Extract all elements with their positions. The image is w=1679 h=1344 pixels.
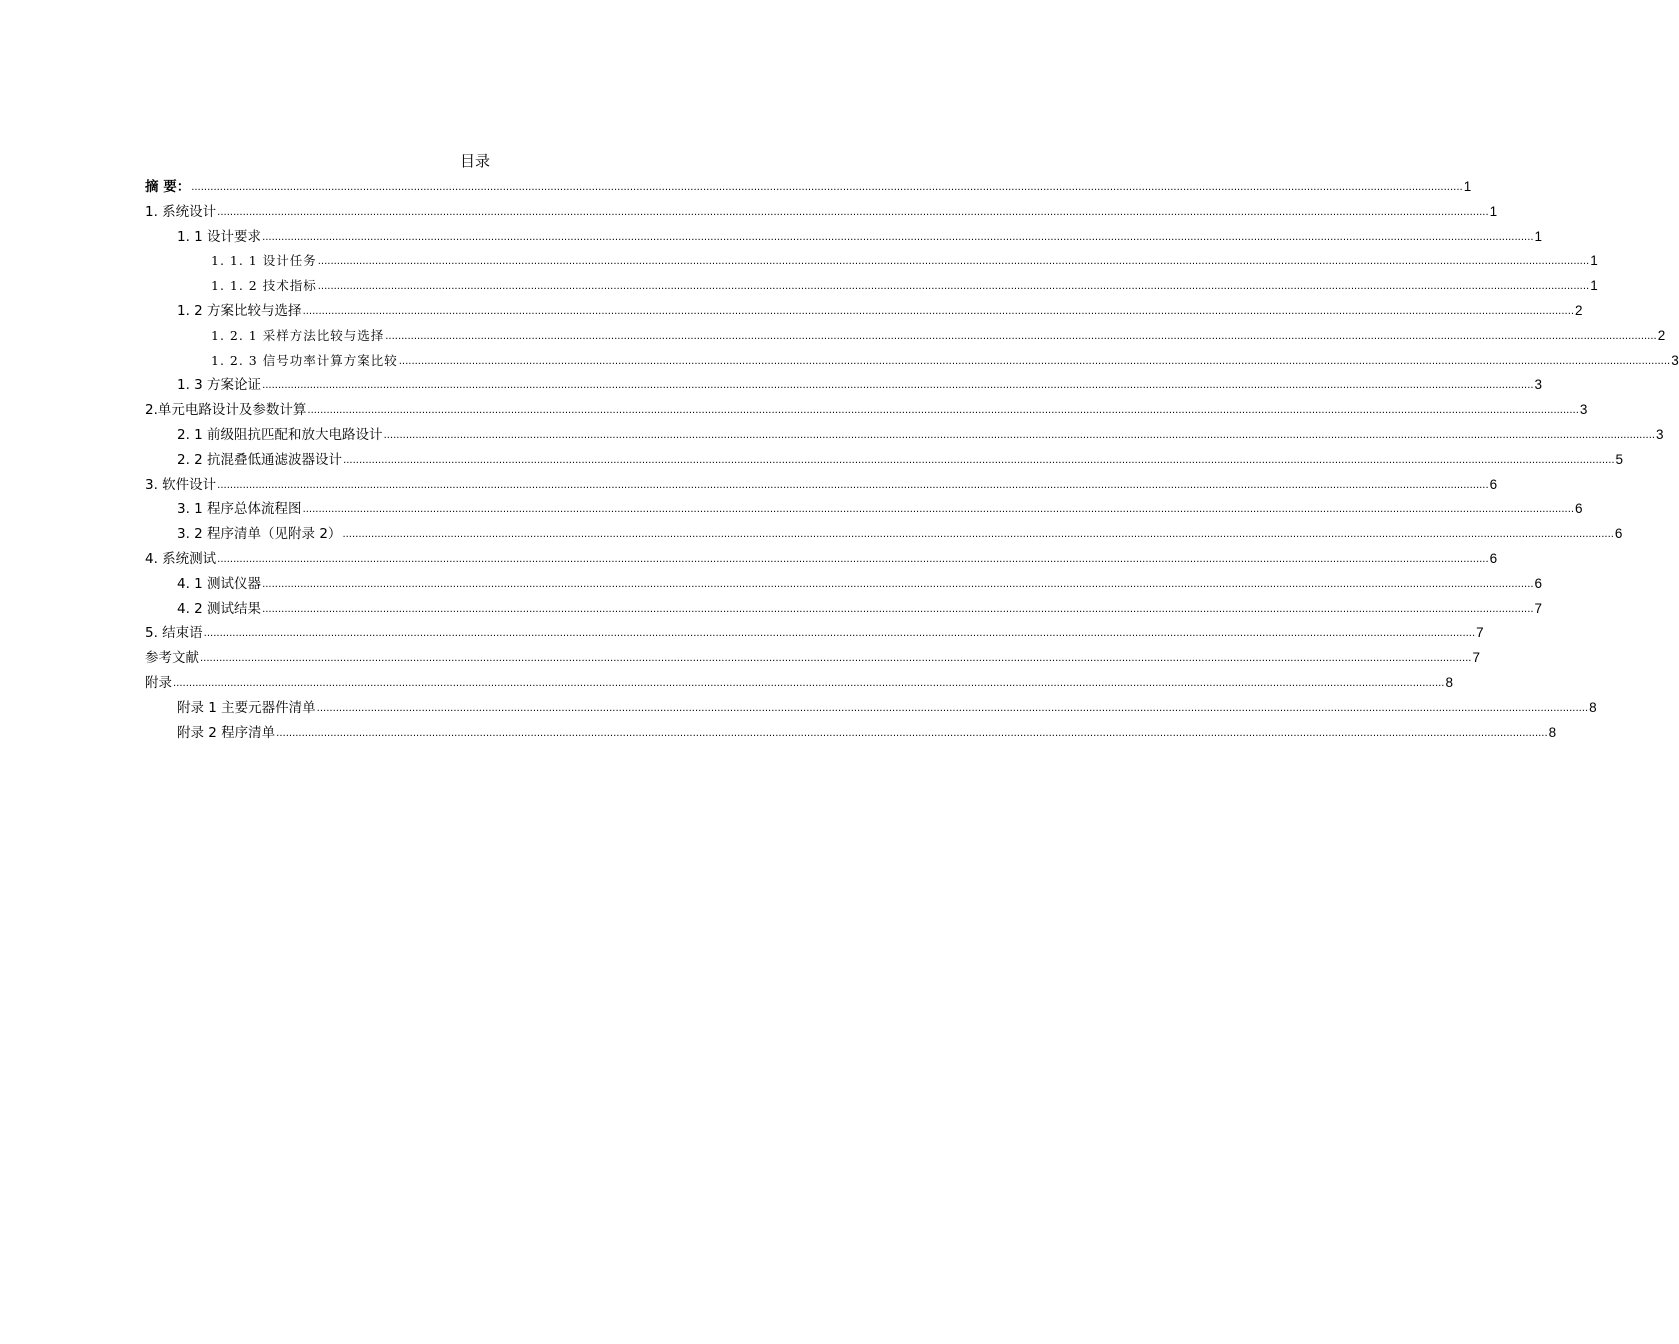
- toc-dot-leader: ................................................................................................................................................................................................................................................................................................................................................................................................................: [217, 479, 1489, 491]
- toc-title: 目录: [459, 152, 490, 170]
- toc-entry-label: 2.单元电路设计及参数计算: [145, 402, 307, 419]
- toc-entry-label: 附录 1 主要元器件清单: [177, 699, 316, 716]
- toc-entry-label: 附录 2 程序清单: [177, 724, 276, 741]
- toc-dot-leader: ................................................................................................................................................................................................................................................................................................................................................................................................................: [383, 429, 1656, 441]
- toc-dot-leader: ................................................................................................................................................................................................................................................................................................................................................................................................................: [262, 380, 1534, 392]
- toc-entry-page-number: 5: [1615, 451, 1624, 467]
- toc-entry[interactable]: [145, 597, 1543, 622]
- toc-entry-label: 1. 1 设计要求: [177, 228, 262, 245]
- toc-entry-page-number: 6: [1575, 501, 1583, 517]
- toc-entry-page-number: 6: [1534, 575, 1543, 591]
- toc-entry[interactable]: [145, 299, 1583, 324]
- toc-entry[interactable]: [145, 522, 1623, 547]
- toc-entry-label: 3. 2 程序清单（见附录 2）: [177, 526, 342, 543]
- toc-entry-page-number: 7: [1534, 600, 1543, 616]
- toc-entry-page-number: 8: [1589, 699, 1597, 715]
- toc-entry-page-number: 6: [1489, 550, 1498, 566]
- toc-entry-label: 1. 系统设计: [145, 203, 217, 220]
- toc-entry-label: 3. 1 程序总体流程图: [177, 501, 302, 518]
- toc-entry[interactable]: [145, 448, 1624, 473]
- toc-dot-leader: ................................................................................................................................................................................................................................................................................................................................................................................................................: [173, 677, 1445, 689]
- toc-entry[interactable]: [145, 646, 1480, 671]
- toc-entry-label: 1. 2 方案比较与选择: [177, 302, 302, 319]
- toc-dot-leader: ................................................................................................................................................................................................................................................................................................................................................................................................................: [317, 281, 1590, 293]
- toc-entry-label: 3. 软件设计: [145, 476, 217, 493]
- toc-entry[interactable]: [145, 621, 1484, 646]
- toc-entry-label: 1. 3 方案论证: [177, 377, 262, 394]
- toc-entry[interactable]: [145, 324, 1666, 349]
- toc-dot-leader: ................................................................................................................................................................................................................................................................................................................................................................................................................: [342, 529, 1614, 541]
- toc-entry-label: 4. 1 测试仪器: [177, 575, 262, 592]
- toc-entry-page-number: 7: [1476, 625, 1484, 641]
- toc-entry-page-number: 1: [1463, 179, 1472, 194]
- toc-entry-page-number: 2: [1575, 302, 1583, 318]
- toc-entry-page-number: 1: [1489, 203, 1498, 219]
- toc-entry-label: 4. 2 测试结果: [177, 600, 262, 617]
- toc-dot-leader: ................................................................................................................................................................................................................................................................................................................................................................................................................: [262, 231, 1534, 243]
- toc-entry-page-number: 1: [1590, 253, 1598, 269]
- toc-dot-leader: ................................................................................................................................................................................................................................................................................................................................................................................................................: [385, 330, 1657, 342]
- toc-entry-page-number: 1: [1590, 278, 1598, 294]
- toc-entry[interactable]: [145, 696, 1597, 721]
- toc-dot-leader: ................................................................................................................................................................................................................................................................................................................................................................................................................: [316, 702, 1589, 714]
- toc-entry-label: 1. 1. 2 技术指标: [211, 278, 317, 294]
- toc-entry-page-number: 3: [1656, 426, 1664, 442]
- toc-entry[interactable]: [145, 175, 1472, 200]
- toc-dot-leader: ................................................................................................................................................................................................................................................................................................................................................................................................................: [307, 405, 1579, 417]
- toc-dot-leader: ................................................................................................................................................................................................................................................................................................................................................................................................................: [262, 578, 1534, 590]
- toc-entry-page-number: 6: [1489, 476, 1498, 492]
- toc-entry[interactable]: [145, 373, 1543, 398]
- toc-entry-label: 摘 要：: [145, 179, 191, 195]
- toc-entry-label: 1. 2. 3 信号功率计算方案比较: [211, 352, 398, 368]
- toc-entry-page-number: 8: [1548, 724, 1557, 740]
- toc-entry[interactable]: [145, 349, 1679, 374]
- toc-entry[interactable]: [145, 274, 1598, 299]
- toc-entry-page-number: 3: [1671, 352, 1679, 368]
- toc-entry-label: 1. 1. 1 设计任务: [211, 253, 317, 269]
- toc-dot-leader: ................................................................................................................................................................................................................................................................................................................................................................................................................: [262, 603, 1534, 615]
- toc-entry-page-number: 2: [1657, 327, 1666, 343]
- toc-dot-leader: ................................................................................................................................................................................................................................................................................................................................................................................................................: [217, 553, 1489, 565]
- toc-entry-page-number: 3: [1579, 402, 1588, 418]
- toc-dot-leader: ................................................................................................................................................................................................................................................................................................................................................................................................................: [343, 454, 1615, 466]
- toc-entry-page-number: 7: [1472, 650, 1480, 666]
- toc-dot-leader: ................................................................................................................................................................................................................................................................................................................................................................................................................: [191, 182, 1463, 193]
- toc-entry[interactable]: [145, 200, 1498, 225]
- toc-entry[interactable]: [145, 497, 1583, 522]
- toc-dot-leader: ................................................................................................................................................................................................................................................................................................................................................................................................................: [200, 653, 1472, 665]
- toc-entry-label: 5. 结束语: [145, 625, 203, 642]
- toc-dot-leader: ................................................................................................................................................................................................................................................................................................................................................................................................................: [302, 305, 1575, 317]
- toc-entry[interactable]: [145, 473, 1498, 498]
- toc-entry-label: 附录: [145, 674, 172, 691]
- toc-entry-page-number: 1: [1534, 228, 1543, 244]
- toc-entry-label: 4. 系统测试: [145, 550, 217, 567]
- toc-entry-label: 1. 2. 1 采样方法比较与选择: [211, 327, 385, 343]
- toc-list: [145, 175, 1679, 745]
- toc-dot-leader: ................................................................................................................................................................................................................................................................................................................................................................................................................: [317, 256, 1590, 268]
- toc-dot-leader: ................................................................................................................................................................................................................................................................................................................................................................................................................: [276, 727, 1548, 739]
- toc-entry[interactable]: [145, 423, 1664, 448]
- toc-entry[interactable]: [145, 398, 1588, 423]
- toc-entry[interactable]: [145, 671, 1453, 696]
- toc-entry-label: 2. 2 抗混叠低通滤波器设计: [177, 451, 343, 468]
- toc-entry-label: 参考文献: [145, 650, 199, 667]
- toc-dot-leader: ................................................................................................................................................................................................................................................................................................................................................................................................................: [398, 355, 1671, 367]
- toc-entry[interactable]: [145, 572, 1543, 597]
- toc-dot-leader: ................................................................................................................................................................................................................................................................................................................................................................................................................: [302, 504, 1575, 516]
- toc-entry[interactable]: [145, 249, 1598, 274]
- toc-entry-label: 2. 1 前级阻抗匹配和放大电路设计: [177, 426, 383, 443]
- toc-dot-leader: ................................................................................................................................................................................................................................................................................................................................................................................................................: [217, 206, 1489, 218]
- toc-entry-page-number: 6: [1614, 526, 1623, 542]
- toc-dot-leader: ................................................................................................................................................................................................................................................................................................................................................................................................................: [203, 628, 1476, 640]
- toc-entry[interactable]: [145, 547, 1498, 572]
- toc-entry-page-number: 3: [1534, 377, 1543, 393]
- toc-entry[interactable]: [145, 721, 1557, 746]
- toc-entry[interactable]: [145, 225, 1543, 250]
- toc-entry-page-number: 8: [1445, 674, 1453, 690]
